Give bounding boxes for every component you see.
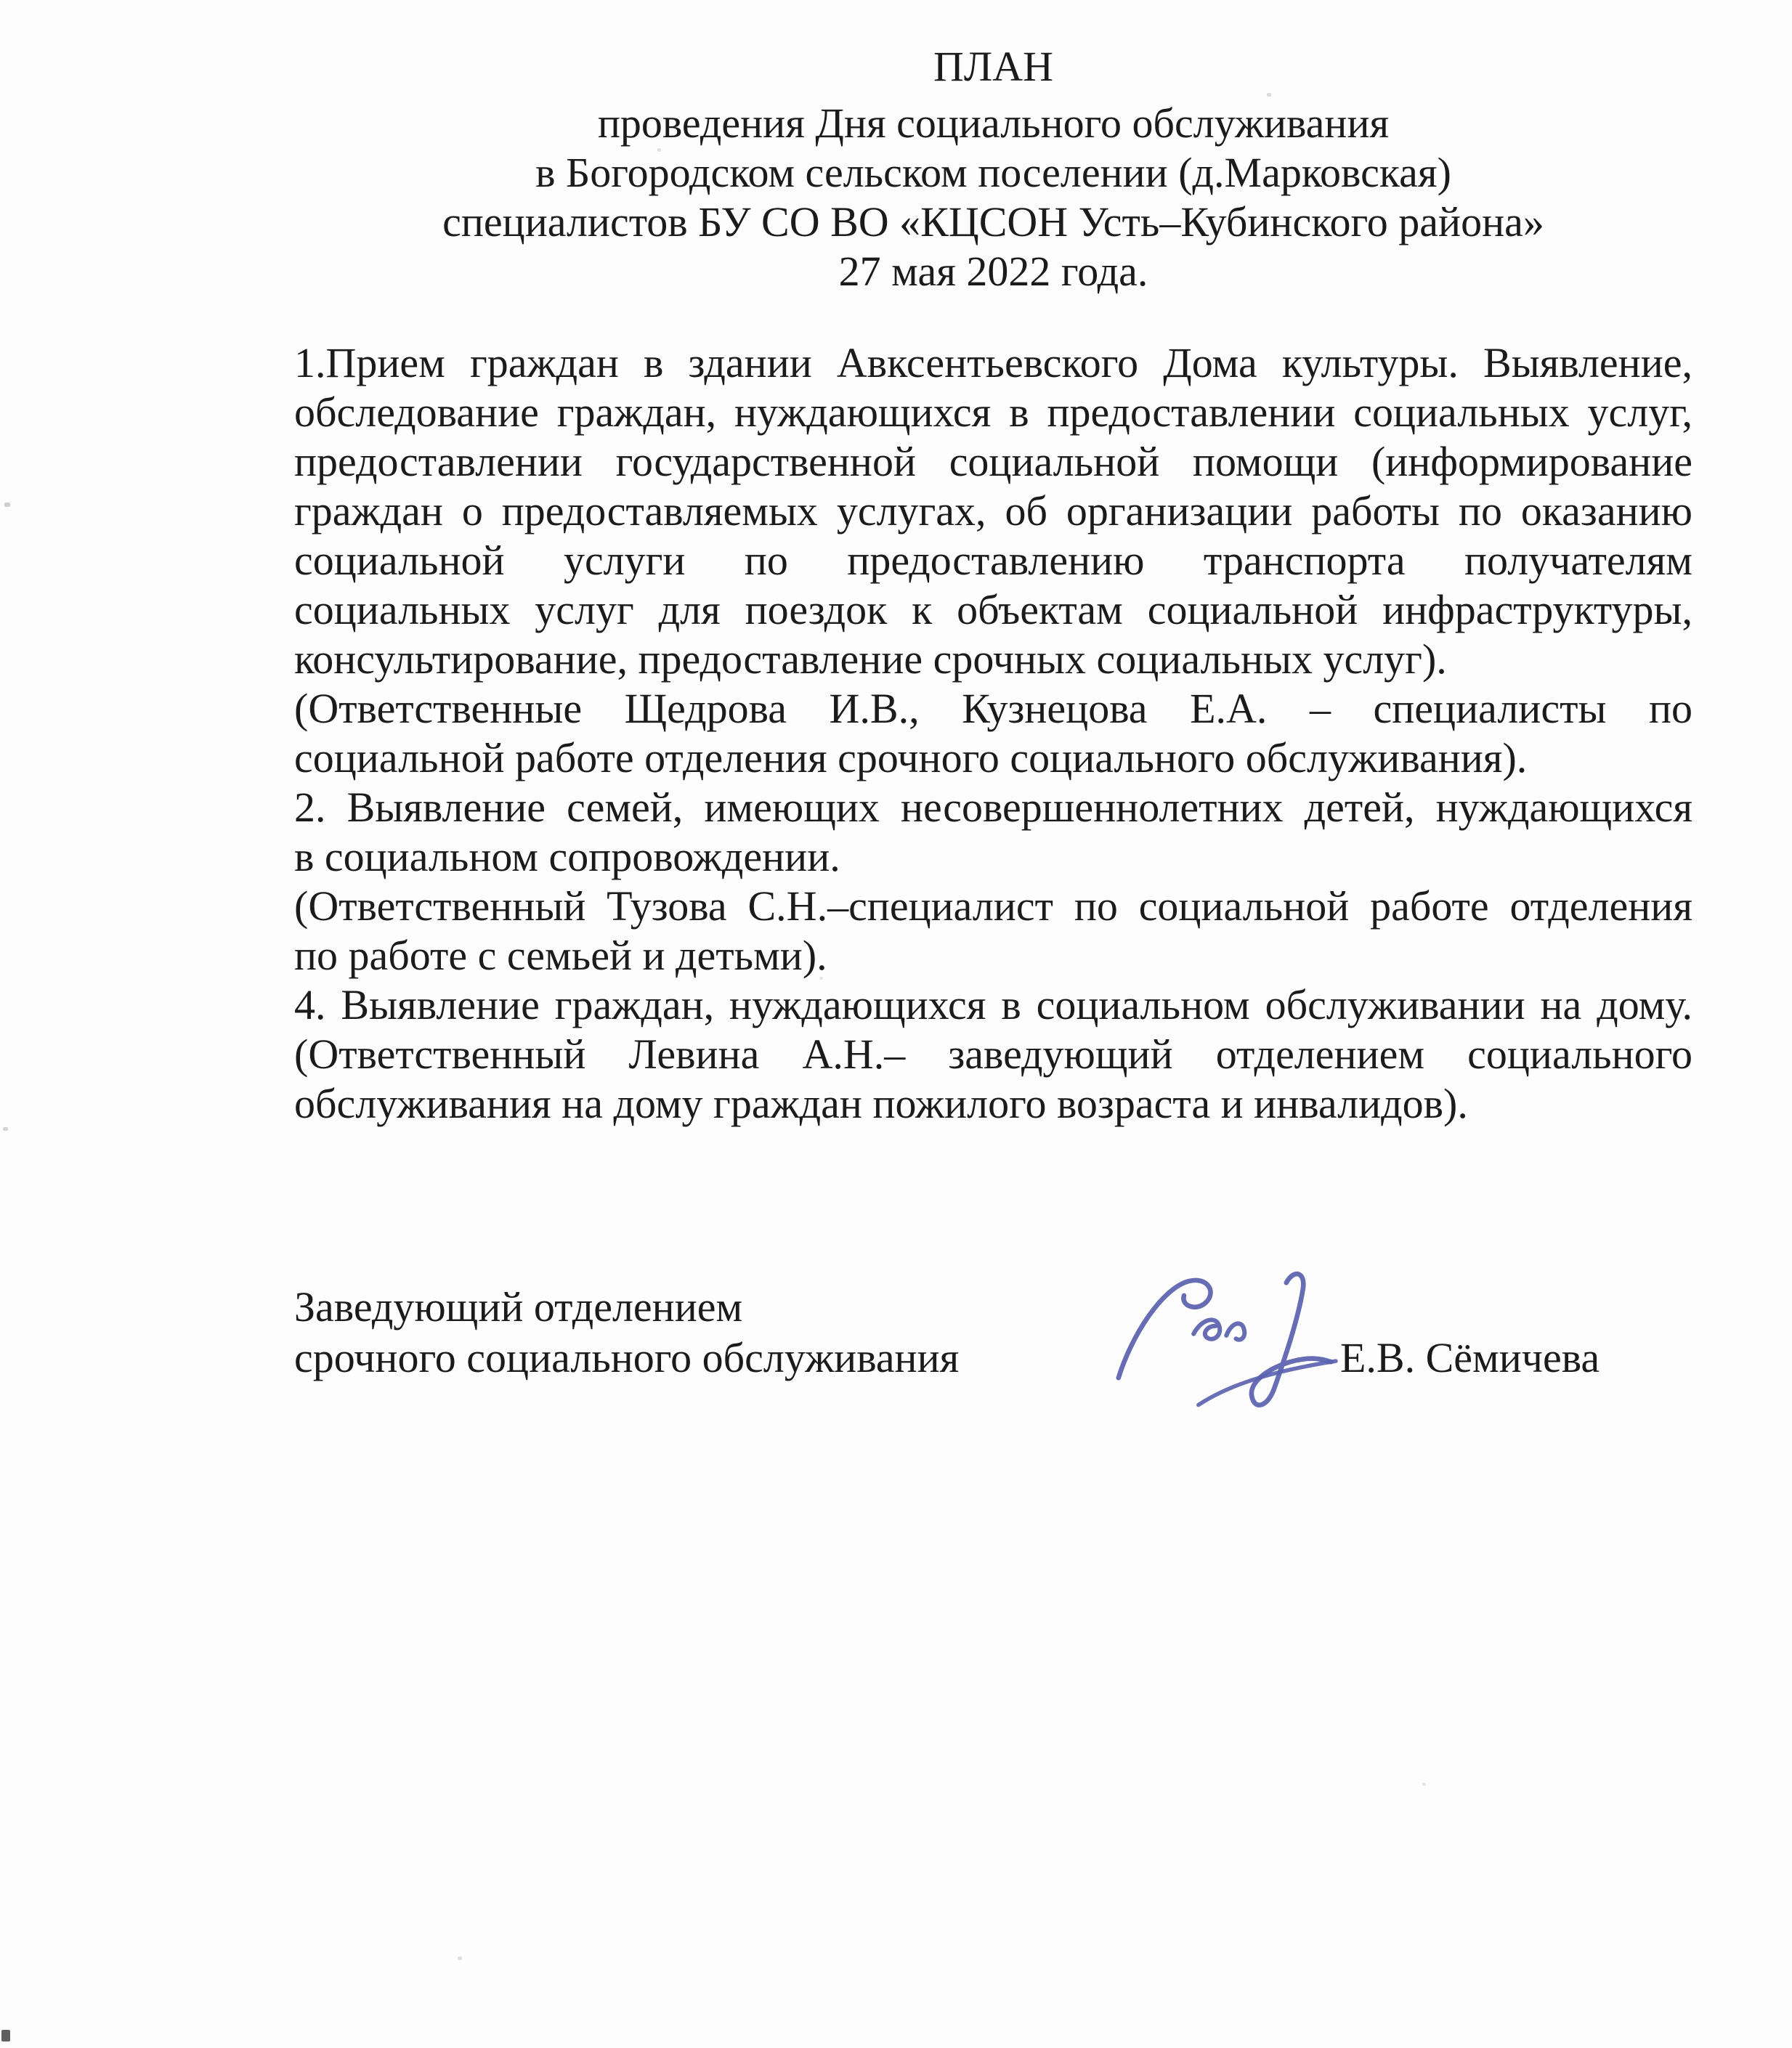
document-line: социальных услуг для поездок к объектам социальной инфраструктуры, [294,586,1692,633]
document-line: предоставлении государственной социальной помощи (информирование [294,438,1692,485]
document-line: консультирование, предоставление срочных социальных услуг). [294,635,1447,683]
signature-stroke [1252,1274,1331,1405]
signature-stroke [1193,1320,1244,1339]
scan-speck [1,2030,10,2041]
body-text [294,338,1692,1129]
signatory-position [294,1282,959,1383]
document-line: (Ответственный Тузова С.Н.–специалист по социальной работе отделения [294,882,1692,930]
document-line: социальной услуги по предоставлению транспорта получателям [294,537,1692,584]
title-date-line: 27 мая 2022 года. [838,248,1148,295]
document-line: 4. Выявление граждан, нуждающихся в социальном обслуживании на дому. [294,981,1692,1028]
scan-speck [819,977,823,980]
document-line: социальной работе отделения срочного социального обслуживания). [294,734,1528,781]
title-block [294,42,1692,296]
title-line: специалистов БУ СО ВО «КЦСОН Усть–Кубинского района» [442,198,1544,245]
signatory-name: Е.В. Сёмичева [1340,1334,1600,1381]
document-line: граждан о предоставляемых услугах, об организации работы по оказанию [294,487,1692,535]
document-line: обслуживания на дому граждан пожилого возраста и инвалидов). [294,1080,1468,1127]
scan-speck [1422,1783,1426,1786]
title-line: проведения Дня социального обслуживания [597,99,1390,147]
document-line: (Ответственные Щедрова И.В., Кузнецова Е.А. – специалисты по [294,685,1692,732]
document-title: ПЛАН [933,43,1053,90]
document-line: 1.Прием граждан в здании Авксентьевского Дома культуры. Выявление, [294,339,1692,386]
scan-speck [458,1956,462,1960]
scan-speck [3,1127,8,1131]
signature-ink [1104,1256,1344,1416]
signatory-position-line: Заведующий отделением [294,1283,743,1330]
scan-speck [4,503,10,507]
document-line: (Ответственный Левина А.Н.– заведующий отделением социального [294,1031,1692,1078]
document-line: по работе с семьей и детьми). [294,932,827,979]
document-line: обследование граждан, нуждающихся в предоставлении социальных услуг, [294,389,1692,436]
document-line: 2. Выявление семей, имеющих несовершеннолетних детей, нуждающихся [294,784,1692,831]
signatory-position-line: срочного социального обслуживания [294,1334,960,1381]
document-line: в социальном сопровождении. [294,833,840,880]
scan-speck [657,148,661,152]
title-line: в Богородском сельском поселении (д.Марковская) [535,149,1451,196]
scan-speck [1267,93,1271,97]
